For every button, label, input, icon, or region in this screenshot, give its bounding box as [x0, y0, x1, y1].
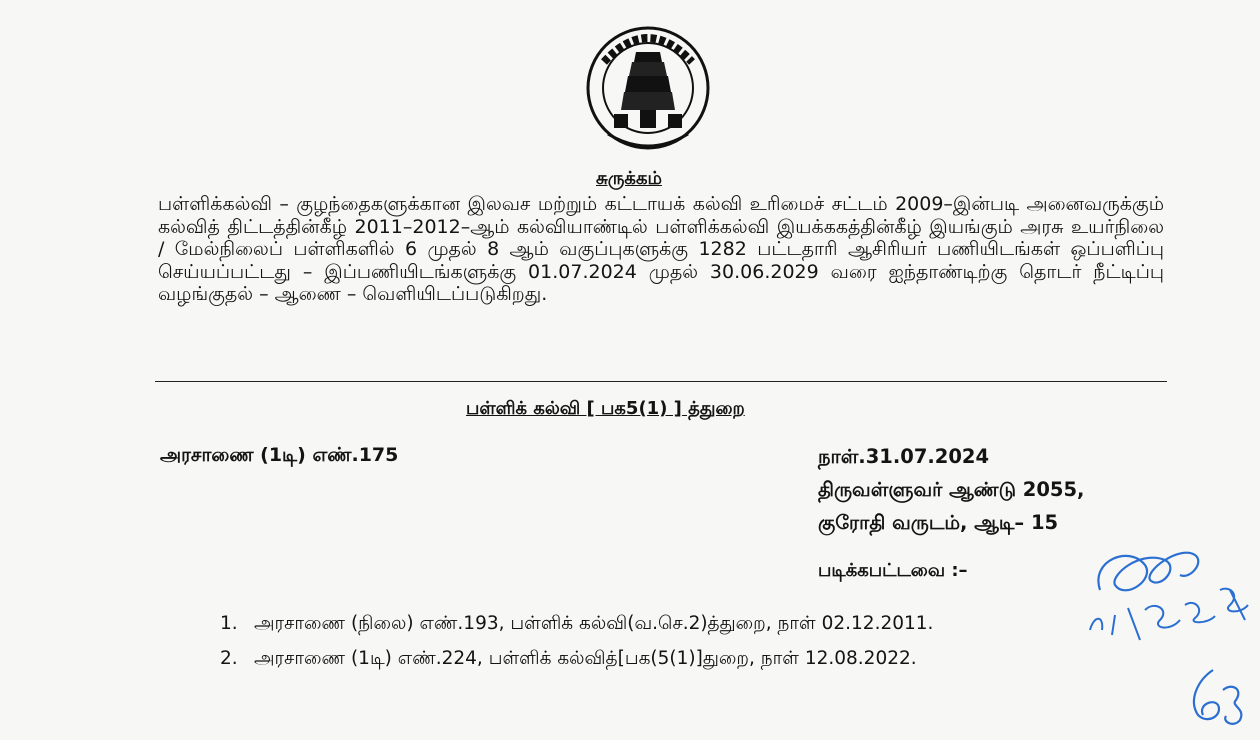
divider: [155, 381, 1167, 382]
order-date: நாள்.31.07.2024: [818, 445, 990, 468]
reference-text: அரசாணை (1டி) எண்.224, பள்ளிக் கல்வித்[பக(5(1)]துறை, நாள் 12.08.2022.: [254, 648, 917, 669]
references-heading: படிக்கபட்டவை :–: [818, 560, 968, 581]
tamil-nadu-emblem: [578, 22, 718, 162]
references-list: [220, 610, 1020, 680]
handwritten-signature: [1070, 520, 1260, 650]
go-number: அரசாணை (1டி) எண்.175: [160, 444, 399, 466]
tamil-calendar-date: குரோதி வருடம், ஆடி– 15: [818, 511, 1059, 534]
reference-item: [220, 610, 1020, 637]
date-block: [818, 440, 1084, 539]
summary-text: பள்ளிக்கல்வி – குழந்தைகளுக்கான இலவச மற்றும் கட்டாயக் கல்வி உரிமைச் சட்டம் 2009–இன்படி அனைவருக்கும் கல்வித் திட்டத்தின்கீழ் 2011–2012–ஆம் கல்வியாண்டில் பள்ளிக்கல்வி இயக்ககத்தின்கீழ் இயங்கும் அரசு உயர்நிலை / மேல்நிலைப் பள்ளிகளில் 6 முதல் 8 ஆம் வகுப்புகளுக்கு 1282 பட்டதாரி ஆசிரியர் பணியிடங்கள் ஒப்பளிப்பு செய்யப்பட்டது – இப்பணியிடங்களுக்கு 01.07.2024 முதல் 30.06.2029 வரை ஐந்தாண்டிற்கு தொடர் நீட்டிப்பு வழங்குதல் – ஆணை – வெளியிடப்படுகிறது.: [158, 193, 1164, 305]
summary-heading: சுருக்கம்: [596, 168, 662, 189]
reference-text: அரசாணை (நிலை) எண்.193, பள்ளிக் கல்வி(வ.செ.2)த்துறை, நாள் 02.12.2011.: [254, 613, 934, 634]
department-heading: பள்ளிக் கல்வி [ பக5(1) ] த்துறை: [466, 398, 745, 419]
thiruvalluvar-year: திருவள்ளுவர் ஆண்டு 2055,: [818, 478, 1085, 501]
reference-item: [220, 645, 1020, 672]
reference-number: 1.: [220, 613, 238, 634]
handwritten-initials: [1178, 660, 1253, 730]
reference-number: 2.: [220, 648, 238, 669]
